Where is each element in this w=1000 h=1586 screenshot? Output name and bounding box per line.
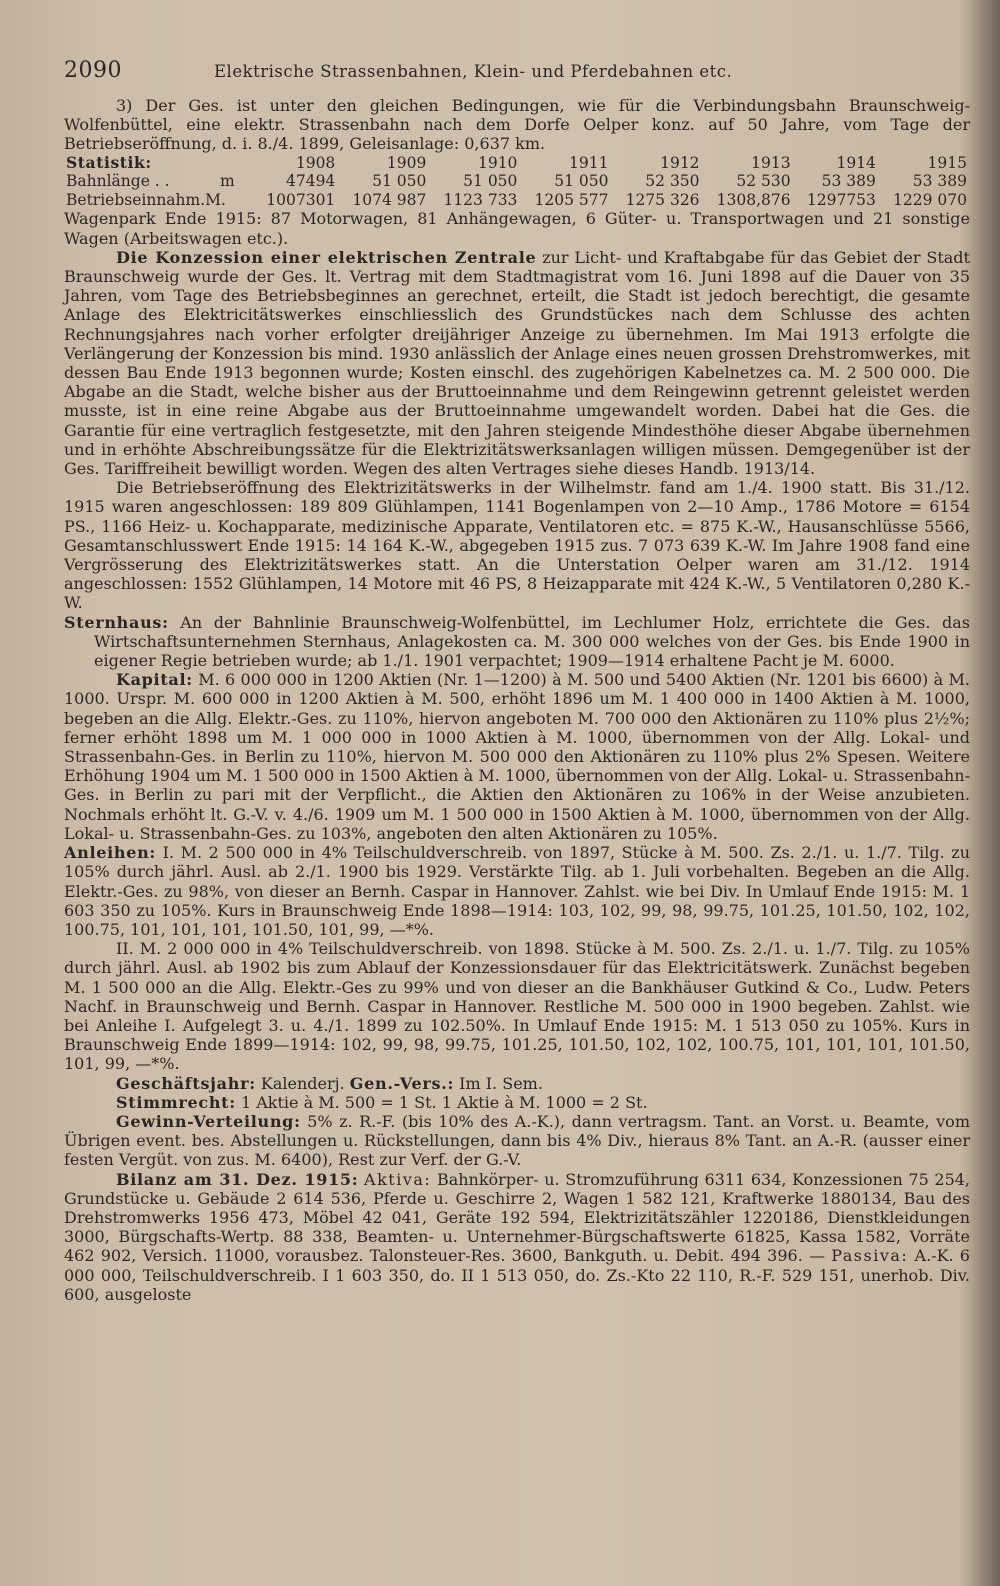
stimmrecht-text: 1 Aktie à M. 500 = 1 St. 1 Aktie à M. 1000 = 2 St. xyxy=(240,1092,648,1112)
row-label: Bahnlänge . . xyxy=(66,172,170,191)
paragraph-sternhaus xyxy=(64,613,970,671)
paragraph-bilanz xyxy=(64,1170,970,1304)
paragraph-oelper: 3) Der Ges. ist unter den gleichen Bedingungen, wie für die Verbindungsbahn Braunschweig-Wolfenbüttel, eine elektr. Strassenbahn nach dem Dorfe Oelper konz. auf 50 Jahre, vom Tage der Betriebseröffnung, d. i. 8./4. 1899, Geleisanlage: 0,637 km. xyxy=(64,96,970,154)
table-cell: 1205 577 xyxy=(534,190,609,209)
year-cell: 1911 xyxy=(569,153,609,172)
page-header xyxy=(64,58,970,96)
table-cell: 1229 070 xyxy=(893,190,967,209)
paragraph-gewinn-verteilung xyxy=(64,1112,970,1170)
passiva-text: A.-K. 6 000 000, Teilschuldverschreib. I 1 603 350, do. II 1 513 050, do. Zs.-Kto 22 110, R.-F. 529 151, unerhob. Div. 600, ausgeloste xyxy=(64,1246,970,1304)
statistik-header-row xyxy=(64,154,969,173)
sternhaus-text: An der Bahnlinie Braunschweig-Wolfenbüttel, im Lechlumer Holz, errichtete die Ges. das Wirtschaftsunternehmen Sternhaus, Anlagekosten ca. M. 300 000 welches von der Ges. bis Ende 1900 in eigener Regie betrieben wurde; ab 1./1. 1901 verpachtet; 1909—1914 erhaltene Pacht je M. 6000. xyxy=(94,612,970,671)
paragraph-konzession xyxy=(64,248,970,478)
table-cell: 53 389 xyxy=(912,172,967,191)
aktiva-label: Aktiva: xyxy=(364,1169,432,1189)
paragraph-geschaeftsjahr xyxy=(64,1074,970,1093)
paragraph-stimmrecht xyxy=(64,1093,970,1112)
aktiva-text: Bahnkörper- u. Stromzuführung 6311 634, Konzessionen 75 254, Grundstücke u. Gebäude 2 614 536, Pferde u. Geschirre 2, Wagen 1 582 121, Kraftwerke 1880134, Bau des Drehstromwerks 1956 473, Möbel 42 041, Geräte 192 594, Elektrizitätszähler 1220186, Dienstkleidungen 3000, Bürgschafts-Wertp. 88 338, Beamten- u. Unternehmer-Bürgschaftswerte 61825, Kassa 1582, Vorräte 462 902, Versich. 11000, vorausbez. Talonsteuer-Res. 3600, Bankguth. u. Debit. 494 396. — xyxy=(64,1169,971,1266)
gewinn-text: 5% z. R.-F. (bis 10% des A.-K.), dann vertragsm. Tant. an Vorst. u. Beamte, vom Übrigen event. bes. Abstellungen u. Rückstellungen, dann bis 4% Div., hieraus 8% Tant. an A.-R. (ausser einer festen Vergüt. von zus. M. 6400), Rest zur Verf. der G.-V. xyxy=(64,1111,970,1170)
table-cell: 1308,876 xyxy=(716,190,791,209)
table-cell: 1275 326 xyxy=(625,190,700,209)
table-cell: 1123 733 xyxy=(443,190,518,209)
year-cell: 1908 xyxy=(295,153,336,172)
year-cell: 1915 xyxy=(927,153,967,172)
passiva-label: Passiva: xyxy=(831,1246,909,1266)
anleihen-text-1: I. M. 2 500 000 in 4% Teilschuldverschreib. von 1897, Stücke à M. 500. Zs. 2./1. u. 1./7. Tilg. zu 105% durch jährl. Ausl. ab 2./1. 1900 bis 1929. Verstärkte Tilg. ab 1. Juli vorbehalten. Begeben an die Allg. Elektr.-Ges. zu 98%, von dieser an Bernh. Caspar in Hannover. Zahlst. wie bei Div. In Umlauf Ende 1915: M. 1 603 350 zu 105%. Kurs in Braunschweig Ende 1898—1914: 103, 102, 99, 98, 99.75, 101.25, 101.50, 102, 102, 100.75, 101, 101, 101, 101.50, 101, 99, —*%. xyxy=(64,843,971,939)
kapital-text: M. 6 000 000 in 1200 Aktien (Nr. 1—1200) à M. 500 und 5400 Aktien (Nr. 1201 bis 6600) à M. 1000. Urspr. M. 600 000 in 1200 Aktien à M. 500, erhöht 1896 um M. 1 400 000 in 1400 Aktien à M. 1000, begeben an die Allg. Elektr.-Ges. zu 110%, hiervon angeboten M. 700 000 den Aktionären zu 110% plus 2½%; ferner erhöht 1898 um M. 1 000 000 in 1000 Aktien à M. 1000, übernommen von der Allg. Lokal- und Strassenbahn-Ges. in Berlin zu 110%, hiervon M. 500 000 den Aktionären zu 110% plus 2% Spesen. Weitere Erhöhung 1904 um M. 1 500 000 in 1500 Aktien à M. 1000, übernommen von der Allg. Lokal- u. Strassenbahn-Ges. in Berlin zu pari mit der Verpflicht., die Aktien den Aktionären zu 106% in der Weise anzubieten. Nochmals erhöht lt. G.-V. v. 4./6. 1909 um M. 1 500 000 in 1500 Aktien à M. 1000, übernommen von der Allg. Lokal- u. Strassenbahn-Ges. zu 103%, angeboten den alten Aktionären zu 105%. xyxy=(64,670,970,843)
row-label: Betriebseinnahm.M. xyxy=(66,190,226,209)
statistik-row-betriebseinnahmen xyxy=(64,191,969,210)
gen-vers-text: Im I. Sem. xyxy=(459,1073,543,1093)
running-title: Elektrische Strassenbahnen, Klein- und Pferdebahnen etc. xyxy=(214,62,733,81)
paragraph-anleihen-2: II. M. 2 000 000 in 4% Teilschuldverschreib. von 1898. Stücke à M. 500. Zs. 2./1. u. 1./7. Tilg. zu 105% durch jährl. Ausl. ab 1902 bis zum Ablauf der Konzessionsdauer für das Elektricitätswerk. Zunächst begeben M. 1 500 000 an die Allg. Elektr.-Ges zu 99% und von dieser an die Bankhäuser Gutkind & Co., Ludw. Peters Nachf. in Braunschweig und Bernh. Caspar in Hannover. Restliche M. 500 000 in 1900 begeben. Zahlst. wie bei Anleihe I. Aufgelegt 3. u. 4./1. 1899 zu 102.50%. In Umlauf Ende 1915: M. 1 513 050 zu 105%. Kurs in Braunschweig Ende 1899—1914: 102, 99, 98, 99.75, 101.25, 101.50, 102, 102, 100.75, 101, 101, 101, 101.50, 101, 99, —*%. xyxy=(64,939,970,1074)
table-cell: 52 350 xyxy=(645,172,700,191)
table-cell: 51 050 xyxy=(372,172,427,191)
table-cell: 51 050 xyxy=(554,172,609,191)
row-unit: m xyxy=(220,172,235,191)
sternhaus-label: Sternhaus: xyxy=(64,612,169,632)
konzession-label: Die Konzession einer elektrischen Zentrale xyxy=(116,247,537,267)
table-cell: 51 050 xyxy=(463,172,518,191)
gen-vers-label: Gen.-Vers.: xyxy=(349,1073,455,1093)
table-cell: 1007301 xyxy=(266,190,336,209)
stimmrecht-label: Stimmrecht: xyxy=(116,1092,236,1112)
year-cell: 1913 xyxy=(751,153,791,172)
page-number: 2090 xyxy=(64,58,122,83)
table-cell: 47494 xyxy=(285,172,336,191)
table-cell: 53 389 xyxy=(821,172,876,191)
year-cell: 1909 xyxy=(386,153,427,172)
year-cell: 1914 xyxy=(836,153,876,172)
bilanz-label: Bilanz am 31. Dez. 1915: xyxy=(116,1169,359,1189)
paragraph-kapital xyxy=(64,670,970,843)
year-cell: 1912 xyxy=(660,153,700,172)
geschaeftsjahr-label: Geschäftsjahr: xyxy=(116,1073,256,1093)
geschaeftsjahr-text: Kalenderj. xyxy=(260,1073,345,1093)
paragraph-wagenpark: Wagenpark Ende 1915: 87 Motorwagen, 81 Anhängewagen, 6 Güter- u. Transportwagen und 21 sonstige Wagen (Arbeitswagen etc.). xyxy=(64,209,970,248)
statistik-table xyxy=(64,154,969,210)
paragraph-betriebseroeffnung: Die Betriebseröffnung des Elektrizitätswerks in der Wilhelmstr. fand am 1./4. 1900 statt. Bis 31./12. 1915 waren angeschlossen: 189 809 Glühlampen, 1141 Bogenlampen von 2—10 Amp., 1786 Motore = 6154 PS., 1166 Heiz- u. Kochapparate, medizinische Apparate, Ventilatoren etc. = 875 K.-W., Hausanschlüsse 5566, Gesamtanschlusswert Ende 1915: 14 164 K.-W., abgegeben 1915 zus. 7 073 639 K.-W. Im Jahre 1908 fand eine Vergrösserung des Elektrizitätswerkes statt. An die Unterstation Oelper waren am 31./12. 1914 angeschlossen: 1552 Glühlampen, 14 Motore mit 46 PS, 8 Heizapparate mit 424 K.-W., 5 Ventilatoren 0,280 K.-W. xyxy=(64,478,970,613)
anleihen-label: Anleihen: xyxy=(64,843,157,863)
table-cell: 1297753 xyxy=(806,190,876,209)
gewinn-label: Gewinn-Verteilung: xyxy=(116,1111,301,1131)
paragraph-anleihen-1 xyxy=(64,843,970,939)
konzession-text: zur Licht- und Kraftabgabe für das Gebiet der Stadt Braunschweig wurde der Ges. lt. Vertrag mit dem Stadtmagistrat vom 16. Juni 1898 auf die Dauer von 35 Jahren, vom Tage des Betriebsbeginnes an gerechnet, erteilt, die Stadt ist jedoch berechtigt, die gesamte Anlage des Elektricitätswerkes einschliesslich des Grundstückes nach dem Schlusse des achten Rechnungsjahres nach vorher erfolgter dreijähriger Anzeige zu übernehmen. Im Mai 1913 erfolgte die Verlängerung der Konzession bis mind. 1930 anlässlich der Anlage eines neuen grossen Drehstromwerkes, mit dessen Bau Ende 1913 begonnen wurde; Kosten einschl. des zugehörigen Kabelnetzes ca. M. 2 500 000. Die Abgabe an die Stadt, welche bisher aus der Bruttoeinnahme und dem Reingewinn getrennt geleistet werden musste, ist in eine reine Abgabe aus der Bruttoeinnahme umgewandelt worden. Dabei hat die Ges. die Garantie für eine vertraglich festgesetzte, mit den Jahren steigende Mindesthöhe dieser Abgabe übernehmen und in erhöhte Abschreibungssätze für die Elektrizitätswerksanlagen willigen müssen. Demgegenüber ist der Ges. Tariffreiheit bewilligt worden. Wegen des alten Vertrages siehe dieses Handb. 1913/14. xyxy=(64,247,970,479)
table-cell: 52 530 xyxy=(736,172,791,191)
statistik-row-bahnlaenge xyxy=(64,172,969,191)
year-cell: 1910 xyxy=(477,153,518,172)
table-cell: 1074 987 xyxy=(352,190,427,209)
kapital-label: Kapital: xyxy=(116,670,193,690)
statistik-label: Statistik: xyxy=(66,152,152,172)
